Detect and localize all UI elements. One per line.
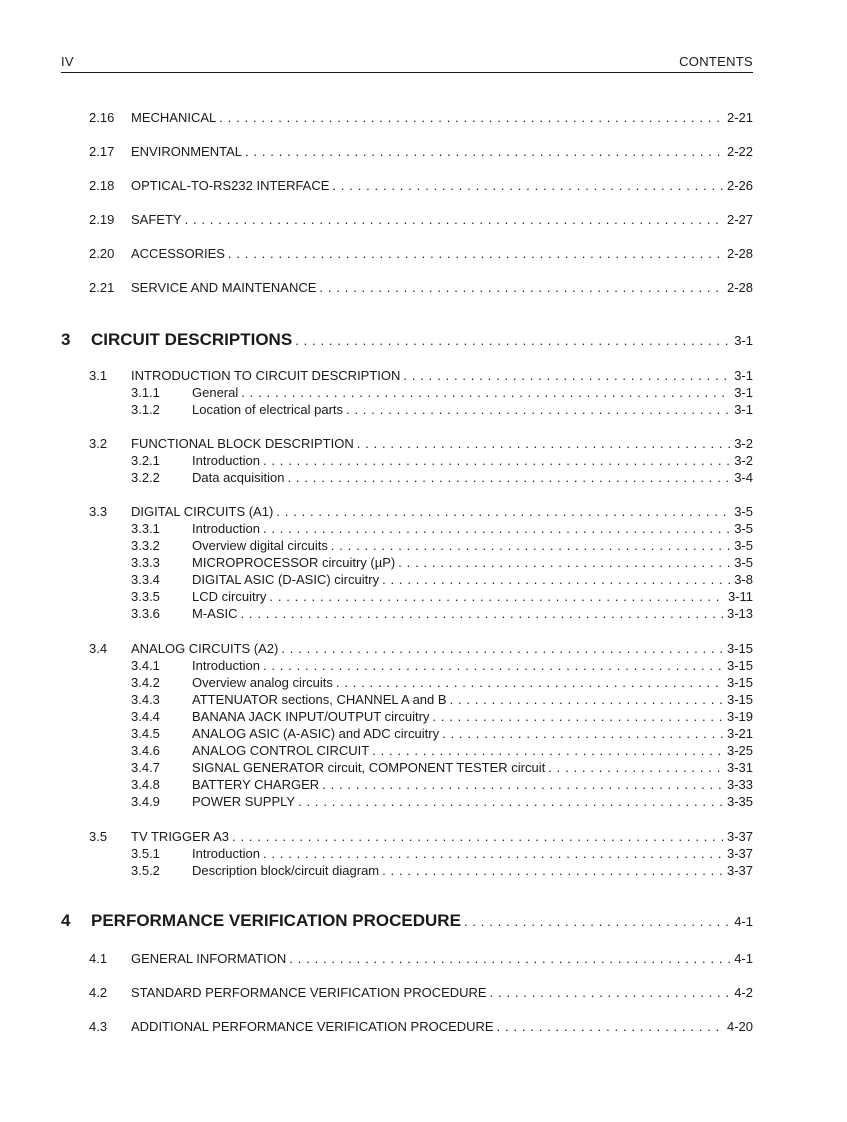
toc-page: 3-2 [734, 436, 753, 451]
toc-page: 3-15 [726, 692, 753, 707]
toc-title: ANALOG CIRCUITS (A2) [131, 641, 279, 656]
toc-title: SIGNAL GENERATOR circuit, COMPONENT TESTER circuit [192, 760, 546, 775]
toc-entry[interactable] [89, 212, 753, 228]
toc-page: 3-15 [726, 658, 753, 673]
toc-number: 3.4.6 [131, 743, 160, 758]
toc-subentry[interactable] [131, 863, 753, 879]
toc-title: SAFETY [131, 212, 182, 227]
toc-title: FUNCTIONAL BLOCK DESCRIPTION [131, 436, 354, 451]
toc-number: 2.18 [89, 178, 115, 193]
toc-entry[interactable] [89, 436, 753, 452]
toc-page: 3-37 [726, 863, 753, 878]
toc-entry[interactable] [89, 985, 753, 1001]
toc-leader [330, 178, 724, 193]
toc-number: 4.3 [89, 1019, 108, 1034]
toc-subentry[interactable] [131, 538, 753, 554]
toc-title: STANDARD PERFORMANCE VERIFICATION PROCEDURE [131, 985, 487, 1000]
toc-leader [320, 777, 724, 792]
toc-page: 3-1 [734, 402, 753, 417]
toc-leader [317, 280, 724, 295]
toc-page: 4-1 [734, 951, 753, 966]
toc-leader [396, 555, 731, 570]
toc-leader [261, 658, 724, 673]
toc-entry[interactable] [89, 641, 753, 657]
toc-page: 3-19 [726, 709, 753, 724]
toc-number: 3.4.8 [131, 777, 160, 792]
toc-leader [344, 402, 731, 417]
toc-subentry[interactable] [131, 794, 753, 810]
toc-subentry[interactable] [131, 453, 753, 469]
toc-title: Introduction [192, 453, 260, 468]
toc-page: 3-4 [734, 470, 753, 485]
toc-title: Introduction [192, 846, 260, 861]
toc-page: 3-37 [726, 829, 753, 844]
toc-page: 3-5 [734, 521, 753, 536]
toc-leader [274, 504, 731, 519]
page-number: IV [61, 54, 74, 69]
toc-title: PERFORMANCE VERIFICATION PROCEDURE [91, 911, 461, 930]
toc-number: 3.5.1 [131, 846, 160, 861]
toc-leader [183, 212, 724, 227]
toc-number: 3.3.6 [131, 606, 160, 621]
toc-number: 4 [61, 911, 71, 930]
toc-title: Overview digital circuits [192, 538, 328, 553]
toc-leader [430, 709, 724, 724]
toc-subentry[interactable] [131, 606, 753, 622]
toc-chapter-entry[interactable] [61, 911, 753, 933]
toc-page: 2-28 [726, 280, 753, 295]
toc-title: BATTERY CHARGER [192, 777, 320, 792]
toc-number: 2.16 [89, 110, 115, 125]
toc-page: 2-22 [726, 144, 753, 159]
toc-entry[interactable] [89, 178, 753, 194]
toc-number: 3.4.5 [131, 726, 160, 741]
toc-entry[interactable] [89, 504, 753, 520]
toc-title: POWER SUPPLY [192, 794, 296, 809]
toc-entry[interactable] [89, 110, 753, 126]
toc-title: M-ASIC [192, 606, 238, 621]
toc-page: 3-1 [734, 385, 753, 400]
toc-leader [239, 606, 724, 621]
toc-leader [495, 1019, 724, 1034]
toc-leader [380, 572, 731, 587]
toc-leader [287, 951, 731, 966]
toc-leader [370, 743, 724, 758]
toc-page: 3-35 [726, 794, 753, 809]
toc-page: 3-21 [726, 726, 753, 741]
toc-leader [488, 985, 732, 1000]
toc-title: MICROPROCESSOR circuitry (µP) [192, 555, 396, 570]
toc-leader [440, 726, 724, 741]
toc-subentry[interactable] [131, 385, 753, 401]
toc-page: 2-28 [726, 246, 753, 261]
toc-number: 2.20 [89, 246, 115, 261]
toc-leader [329, 538, 731, 553]
toc-title: Data acquisition [192, 470, 285, 485]
toc-entry[interactable] [89, 144, 753, 160]
toc-entry[interactable] [89, 829, 753, 845]
toc-title: Location of electrical parts [192, 402, 344, 417]
toc-title: ENVIRONMENTAL [131, 144, 242, 159]
toc-number: 3.3.1 [131, 521, 160, 536]
toc-page: 2-26 [726, 178, 753, 193]
toc-title: INTRODUCTION TO CIRCUIT DESCRIPTION [131, 368, 401, 383]
toc-title: Description block/circuit diagram [192, 863, 380, 878]
toc-page: 3-1 [734, 368, 753, 383]
toc-page: 2-21 [726, 110, 753, 125]
toc-entry[interactable] [89, 246, 753, 262]
toc-subentry[interactable] [131, 726, 753, 742]
toc-leader [279, 641, 724, 656]
toc-number: 3.3.5 [131, 589, 160, 604]
toc-number: 3.1.1 [131, 385, 160, 400]
toc-page: 4-1 [734, 914, 753, 929]
toc-entry[interactable] [89, 368, 753, 384]
toc-subentry[interactable] [131, 675, 753, 691]
toc-number: 2.21 [89, 280, 115, 295]
toc-entry[interactable] [89, 1019, 753, 1035]
toc-page: 3-15 [726, 675, 753, 690]
toc-subentry[interactable] [131, 555, 753, 571]
toc-title: DIGITAL ASIC (D-ASIC) circuitry [192, 572, 380, 587]
toc-leader [546, 760, 724, 775]
toc-title: ADDITIONAL PERFORMANCE VERIFICATION PROCEDURE [131, 1019, 494, 1034]
toc-title: Introduction [192, 658, 260, 673]
toc-number: 3.3.4 [131, 572, 160, 587]
toc-subentry[interactable] [131, 572, 753, 588]
toc-chapter-entry[interactable] [61, 330, 753, 352]
toc-title: ATTENUATOR sections, CHANNEL A and B [192, 692, 447, 707]
toc-subentry[interactable] [131, 521, 753, 537]
toc-leader [261, 846, 724, 861]
toc-title: CIRCUIT DESCRIPTIONS [91, 330, 293, 349]
toc-page: 3-1 [734, 333, 753, 348]
toc-page: 3-5 [734, 504, 753, 519]
toc-title: MECHANICAL [131, 110, 217, 125]
toc-entry[interactable] [89, 280, 753, 296]
toc-leader [355, 436, 731, 451]
toc-number: 2.19 [89, 212, 115, 227]
toc-leader [448, 692, 724, 707]
toc-number: 4.2 [89, 985, 108, 1000]
toc-number: 3.5.2 [131, 863, 160, 878]
toc-title: ANALOG CONTROL CIRCUIT [192, 743, 370, 758]
toc-page: 3-5 [734, 555, 753, 570]
toc-title: General [192, 385, 239, 400]
toc-subentry[interactable] [131, 846, 753, 862]
toc-leader [226, 246, 724, 261]
toc-number: 3.4.9 [131, 794, 160, 809]
toc-page: 3-31 [726, 760, 753, 775]
toc-number: 3.2 [89, 436, 108, 451]
toc-subentry[interactable] [131, 709, 753, 725]
toc-number: 2.17 [89, 144, 115, 159]
toc-title: OPTICAL-TO-RS232 INTERFACE [131, 178, 330, 193]
toc-subentry[interactable] [131, 760, 753, 776]
toc-leader [462, 914, 731, 929]
toc-number: 3.4.3 [131, 692, 160, 707]
toc-title: SERVICE AND MAINTENANCE [131, 280, 317, 295]
header-rule [61, 72, 753, 73]
toc-leader [380, 863, 724, 878]
toc-number: 3.1.2 [131, 402, 160, 417]
toc-number: 3.1 [89, 368, 108, 383]
toc-page: 3-5 [734, 538, 753, 553]
toc-subentry[interactable] [131, 692, 753, 708]
toc-title: LCD circuitry [192, 589, 267, 604]
toc-page: 2-27 [726, 212, 753, 227]
toc-number: 3 [61, 330, 71, 349]
toc-subentry[interactable] [131, 470, 753, 486]
toc-page: 3-15 [726, 641, 753, 656]
toc-number: 3.4.4 [131, 709, 160, 724]
toc-title: DIGITAL CIRCUITS (A1) [131, 504, 274, 519]
running-header: CONTENTS [679, 54, 753, 69]
toc-number: 3.3 [89, 504, 108, 519]
toc-entry[interactable] [89, 951, 753, 967]
toc-subentry[interactable] [131, 777, 753, 793]
toc-leader [230, 829, 724, 844]
toc-page: 4-2 [734, 985, 753, 1000]
toc-leader [286, 470, 732, 485]
toc-number: 3.4 [89, 641, 108, 656]
toc-subentry[interactable] [131, 589, 753, 605]
toc-page: 3-8 [734, 572, 753, 587]
toc-page: 3-25 [726, 743, 753, 758]
toc-subentry[interactable] [131, 743, 753, 759]
toc-leader [239, 385, 731, 400]
toc-number: 3.4.7 [131, 760, 160, 775]
toc-number: 3.5 [89, 829, 108, 844]
toc-subentry[interactable] [131, 402, 753, 418]
toc-title: ANALOG ASIC (A-ASIC) and ADC circuitry [192, 726, 440, 741]
toc-page: 3-33 [726, 777, 753, 792]
toc-title: GENERAL INFORMATION [131, 951, 287, 966]
toc-page: 3-11 [727, 589, 753, 604]
toc-leader [267, 589, 725, 604]
toc-title: Introduction [192, 521, 260, 536]
toc-leader [293, 333, 731, 348]
toc-page: 3-37 [726, 846, 753, 861]
toc-subentry[interactable] [131, 658, 753, 674]
toc-page: 3-2 [734, 453, 753, 468]
toc-leader [261, 521, 731, 536]
toc-title: TV TRIGGER A3 [131, 829, 230, 844]
toc-leader [334, 675, 724, 690]
toc-leader [243, 144, 724, 159]
toc-leader [261, 453, 731, 468]
toc-title: Overview analog circuits [192, 675, 333, 690]
toc-leader [401, 368, 731, 383]
toc-number: 3.4.1 [131, 658, 160, 673]
toc-number: 3.3.2 [131, 538, 160, 553]
toc-leader [296, 794, 724, 809]
toc-number: 4.1 [89, 951, 108, 966]
toc-title: ACCESSORIES [131, 246, 225, 261]
toc-page: 4-20 [726, 1019, 753, 1034]
toc-leader [217, 110, 724, 125]
toc-number: 3.3.3 [131, 555, 160, 570]
toc-title: BANANA JACK INPUT/OUTPUT circuitry [192, 709, 430, 724]
toc-page: 3-13 [726, 606, 753, 621]
toc-number: 3.4.2 [131, 675, 160, 690]
toc-number: 3.2.2 [131, 470, 160, 485]
toc-number: 3.2.1 [131, 453, 160, 468]
